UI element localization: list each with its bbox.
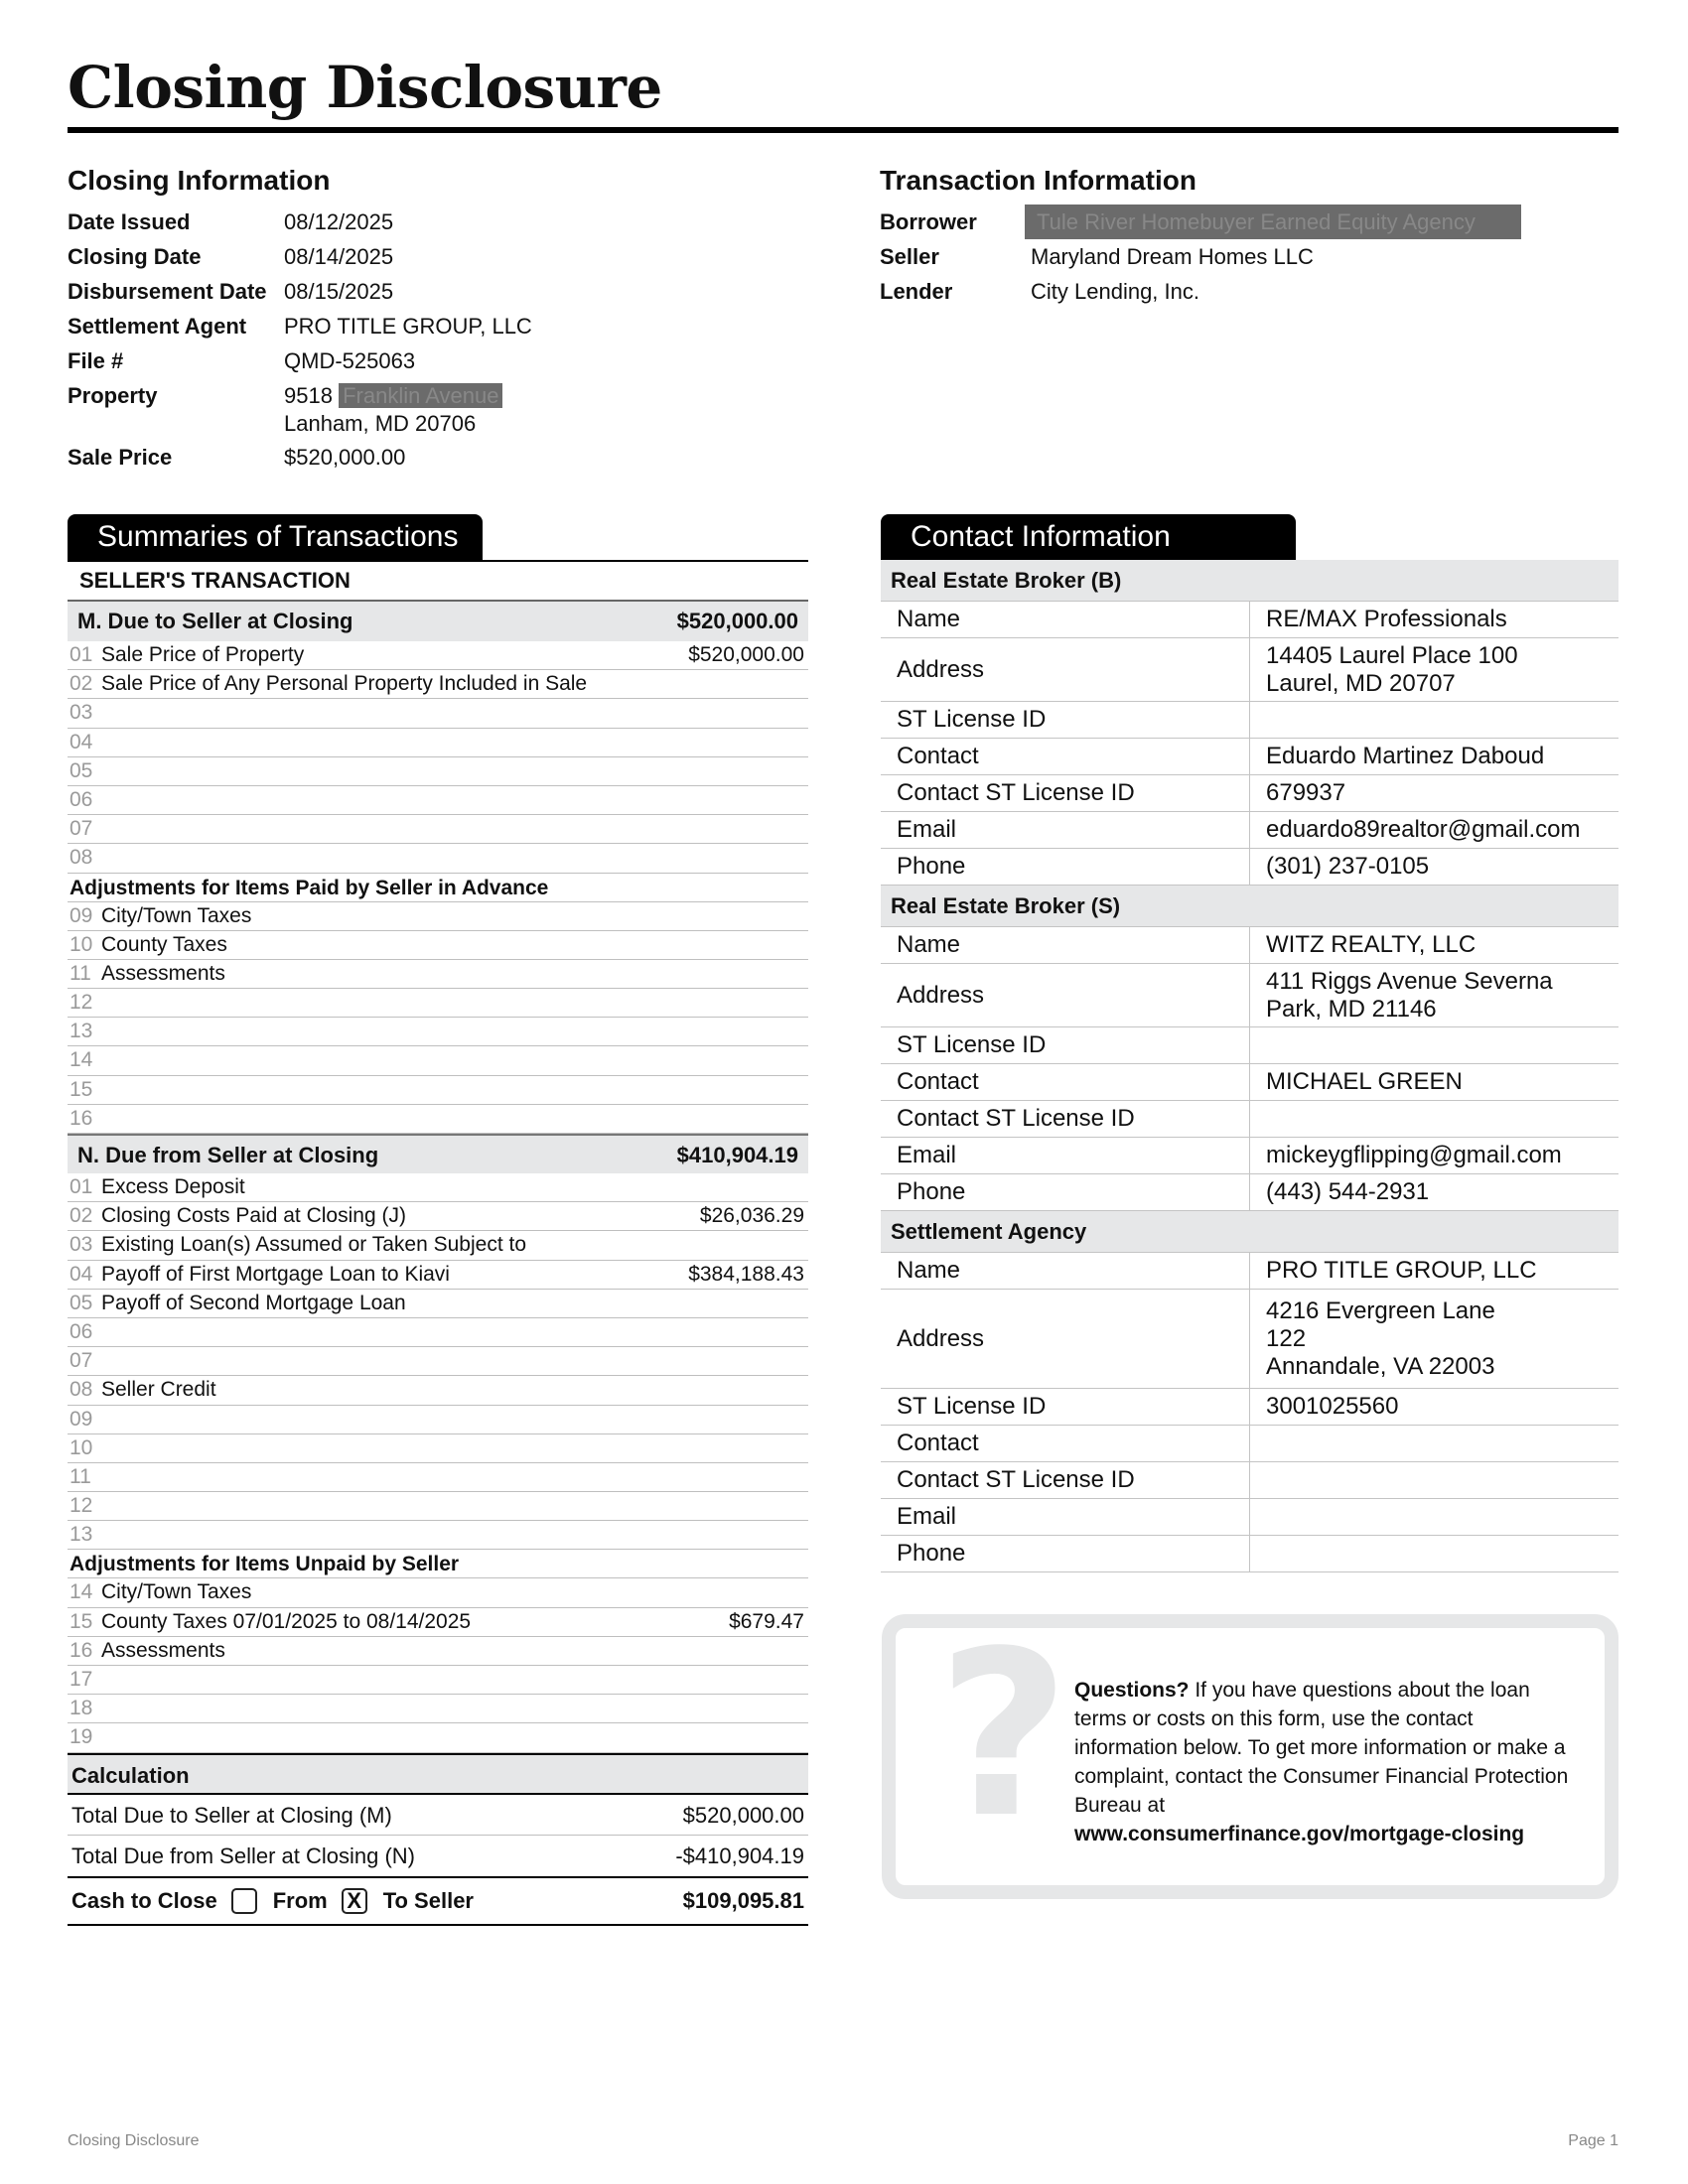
contact-row-email: [881, 812, 1618, 849]
contact-field-value: (301) 237-0105: [1266, 853, 1430, 880]
from-checkbox[interactable]: [231, 1888, 257, 1914]
line-item: [68, 1608, 808, 1637]
line-number: 16: [70, 1638, 93, 1662]
calc-total-due-row: [68, 1795, 808, 1836]
file-number-label: File #: [68, 348, 124, 373]
line-item: [68, 1723, 808, 1752]
line-item-left: [68, 815, 101, 843]
line-number: 03: [70, 701, 93, 725]
address-line: Laurel, MD 20707: [1266, 669, 1456, 697]
line-number: 14: [70, 1580, 93, 1604]
questions-lead: Questions?: [1074, 1679, 1190, 1702]
closing-date-row: [68, 239, 822, 274]
line-number: 06: [70, 1319, 93, 1343]
contact-field-value: [1250, 638, 1518, 701]
address-line: 14405 Laurel Place 100: [1266, 641, 1518, 669]
sale-price-label: Sale Price: [68, 445, 173, 470]
calc-total-from-row: [68, 1836, 808, 1876]
line-number: 17: [70, 1668, 93, 1691]
contact-field-value: eduardo89realtor@gmail.com: [1266, 816, 1581, 843]
contact-field-label: Email: [881, 812, 1250, 848]
contact-field-label: Contact ST License ID: [881, 775, 1250, 811]
line-item-left: [68, 670, 587, 698]
seller-label: Seller: [880, 244, 939, 269]
contact-field-value: 679937: [1266, 779, 1346, 806]
contact-row-license: [881, 1027, 1618, 1064]
line-item: [68, 1018, 808, 1046]
line-number: 12: [70, 1494, 93, 1518]
line-item-left: [68, 1608, 471, 1636]
line-item: [68, 786, 808, 815]
lender-label: Lender: [880, 279, 953, 304]
contact-row-address: [881, 638, 1618, 702]
summaries-of-transactions: [68, 560, 808, 1926]
line-item: [68, 1695, 808, 1723]
line-number: 04: [70, 1262, 93, 1286]
contact-row-address: [881, 1290, 1618, 1389]
contact-field-label: Phone: [881, 1536, 1250, 1571]
contact-field-label: Address: [881, 1290, 1250, 1388]
line-item: [68, 1406, 808, 1434]
line-item-left: [68, 1290, 406, 1317]
line-item-left: [68, 1637, 225, 1665]
line-item-left: [68, 989, 101, 1017]
line-number: 07: [70, 817, 93, 841]
property-city: Lanham, MD 20706: [284, 411, 477, 436]
section-m-adjustment-lines: [68, 902, 808, 1135]
line-amount: $26,036.29: [699, 1204, 804, 1228]
contact-row-name: [881, 927, 1618, 964]
contact-field-value: [1250, 1462, 1266, 1498]
line-number: 18: [70, 1697, 93, 1720]
contact-row-contact: [881, 1426, 1618, 1462]
contact-information: [881, 560, 1618, 1572]
contact-field-label: Phone: [881, 1174, 1250, 1210]
contact-row-license: [881, 1389, 1618, 1426]
contact-field-value: [1250, 1290, 1495, 1388]
line-item: [68, 1463, 808, 1492]
calc-total-due-label: Total Due to Seller at Closing (M): [71, 1802, 392, 1828]
line-item-left: [68, 786, 101, 814]
calc-total-due-value: $520,000.00: [682, 1802, 804, 1828]
cash-to-close-options: [71, 1888, 474, 1914]
transaction-information: [880, 165, 1615, 309]
line-item-left: [68, 1318, 101, 1346]
contact-field-label: Email: [881, 1499, 1250, 1535]
contact-row-phone: [881, 1536, 1618, 1572]
line-number: 08: [70, 846, 93, 870]
contact-row-phone: [881, 849, 1618, 886]
address-lines: [1266, 642, 1518, 698]
line-item: [68, 729, 808, 757]
section-n-title: N. Due from Seller at Closing: [77, 1143, 379, 1167]
contact-row-phone: [881, 1174, 1618, 1211]
line-label: Excess Deposit: [101, 1175, 245, 1198]
line-item: [68, 757, 808, 786]
cash-to-close-row: [68, 1876, 808, 1926]
contact-row-email: [881, 1138, 1618, 1174]
line-item: [68, 902, 808, 931]
closing-date-label: Closing Date: [68, 244, 202, 269]
contact-field-label: ST License ID: [881, 702, 1250, 738]
line-item-left: [68, 699, 101, 727]
to-seller-checkbox[interactable]: X: [342, 1888, 367, 1914]
line-number: 15: [70, 1077, 93, 1101]
line-number: 11: [70, 961, 91, 985]
property-label: Property: [68, 383, 158, 408]
line-item: [68, 1231, 808, 1260]
disbursement-date-row: [68, 274, 822, 309]
contact-row-contact: [881, 1064, 1618, 1101]
contact-field-label: Address: [881, 638, 1250, 701]
line-item-left: [68, 1018, 101, 1045]
line-item-left: [68, 1723, 101, 1751]
to-seller-label: To Seller: [382, 1887, 474, 1913]
contact-info-tab: Contact Information: [881, 514, 1296, 560]
line-number: 05: [70, 1291, 93, 1314]
contact-field-value: [1250, 964, 1553, 1026]
address-lines: [1266, 1297, 1495, 1381]
title-rule: [68, 127, 1618, 133]
from-label: From: [272, 1887, 328, 1913]
contact-field-value: PRO TITLE GROUP, LLC: [1266, 1257, 1537, 1284]
line-item-left: [68, 1202, 406, 1230]
line-item: [68, 989, 808, 1018]
line-number: 08: [70, 1378, 93, 1402]
line-number: 12: [70, 991, 93, 1015]
contact-field-label: Email: [881, 1138, 1250, 1173]
contact-field-value: WITZ REALTY, LLC: [1266, 931, 1477, 958]
contact-row-name: [881, 602, 1618, 638]
cash-to-close-amount: $109,095.81: [682, 1887, 804, 1913]
line-item-left: [68, 1521, 101, 1549]
line-number: 02: [70, 1204, 93, 1228]
line-item: [68, 1076, 808, 1105]
section-n-lines: [68, 1173, 808, 1550]
address-line: 122: [1266, 1324, 1307, 1352]
line-item-left: [68, 1347, 101, 1375]
line-item-left: [68, 1406, 101, 1433]
line-item-left: [68, 1578, 251, 1606]
line-item: [68, 1105, 808, 1134]
line-item-left: [68, 1076, 101, 1104]
contact-field-value: [1250, 1499, 1266, 1535]
line-item-left: [68, 1666, 101, 1694]
file-number-row: [68, 343, 822, 378]
address-line: 4216 Evergreen Lane: [1266, 1297, 1495, 1324]
line-number: 07: [70, 1349, 93, 1373]
section-n-adjustments-heading: Adjustments for Items Unpaid by Seller: [68, 1550, 808, 1578]
line-number: 09: [70, 1407, 93, 1431]
line-number: 15: [70, 1609, 93, 1633]
line-number: 14: [70, 1048, 93, 1072]
property-number: 9518: [284, 383, 333, 408]
seller-value: Maryland Dream Homes LLC: [1031, 244, 1314, 269]
contact-row-contact-license: [881, 775, 1618, 812]
calc-total-from-value: -$410,904.19: [675, 1843, 804, 1868]
closing-info-heading: Closing Information: [68, 165, 331, 196]
line-number: 01: [70, 643, 93, 666]
contact-field-label: Contact ST License ID: [881, 1101, 1250, 1137]
lender-row: [880, 274, 1615, 309]
line-item-left: [68, 844, 101, 872]
line-number: 03: [70, 1233, 93, 1257]
contact-field-label: Name: [881, 602, 1250, 637]
settlement-agent-row: [68, 309, 822, 343]
line-item-left: [68, 1261, 450, 1289]
address-line: 411 Riggs Avenue Severna: [1266, 967, 1553, 995]
contact-field-value: [1250, 1536, 1266, 1571]
contact-field-value: 3001025560: [1266, 1393, 1399, 1420]
borrower-row: [880, 205, 1615, 239]
line-label: Seller Credit: [101, 1378, 216, 1402]
line-amount: $384,188.43: [688, 1262, 804, 1286]
line-item-left: [68, 1105, 101, 1133]
contact-field-label: Address: [881, 964, 1250, 1026]
contact-field-value: RE/MAX Professionals: [1266, 606, 1507, 632]
line-item-left: [68, 1463, 101, 1491]
line-item: [68, 641, 808, 670]
date-issued-value: 08/12/2025: [284, 209, 394, 234]
sale-price-row: [68, 440, 822, 475]
property-row: [68, 378, 822, 440]
property-value: [284, 382, 502, 438]
line-amount: $679.47: [729, 1609, 804, 1633]
line-item: [68, 1173, 808, 1202]
footer-document-name: Closing Disclosure: [68, 2132, 200, 2149]
line-label: County Taxes: [101, 932, 227, 956]
line-item-left: [68, 1046, 101, 1074]
line-item-left: [68, 641, 304, 669]
contact-row-contact-license: [881, 1462, 1618, 1499]
lender-value: City Lending, Inc.: [1031, 279, 1199, 304]
line-item-left: [68, 1376, 216, 1404]
line-item: [68, 699, 808, 728]
section-n-total: $410,904.19: [676, 1143, 798, 1167]
line-number: 02: [70, 672, 93, 696]
calc-total-from-label: Total Due from Seller at Closing (N): [71, 1843, 416, 1868]
contact-field-value: [1250, 1101, 1266, 1137]
line-label: Assessments: [101, 1638, 225, 1662]
section-m-header: [68, 602, 808, 641]
contact-field-label: Contact: [881, 739, 1250, 774]
contact-field-label: Contact: [881, 1426, 1250, 1461]
line-item: [68, 1434, 808, 1463]
contact-field-value: mickeygflipping@gmail.com: [1266, 1142, 1562, 1168]
line-item-left: [68, 960, 225, 988]
closing-date-value: 08/14/2025: [284, 244, 394, 269]
cfpb-link[interactable]: www.consumerfinance.gov/mortgage-closing: [1074, 1823, 1525, 1845]
contact-field-label: ST License ID: [881, 1027, 1250, 1063]
contact-row-address: [881, 964, 1618, 1027]
date-issued-label: Date Issued: [68, 209, 191, 234]
questions-box: [882, 1603, 1618, 1899]
file-number-value: QMD-525063: [284, 348, 416, 373]
contact-section-heading: Real Estate Broker (B): [881, 560, 1618, 602]
contact-row-name: [881, 1253, 1618, 1290]
line-label: Payoff of First Mortgage Loan to Kiavi: [101, 1262, 450, 1286]
line-item-left: [68, 902, 251, 930]
line-number: 06: [70, 787, 93, 811]
line-label: County Taxes 07/01/2025 to 08/14/2025: [101, 1609, 472, 1633]
line-number: 05: [70, 758, 93, 782]
line-label: City/Town Taxes: [101, 1580, 252, 1604]
date-issued-row: [68, 205, 822, 239]
line-item: [68, 1290, 808, 1318]
sale-price-value: $520,000.00: [284, 445, 406, 470]
line-item-left: [68, 1492, 101, 1520]
address-line: Park, MD 21146: [1266, 995, 1437, 1023]
line-number: 13: [70, 1523, 93, 1547]
line-item: [68, 960, 808, 989]
line-number: 10: [70, 932, 93, 956]
question-mark-icon: ?: [937, 1603, 1070, 1868]
contact-field-label: Phone: [881, 849, 1250, 885]
contact-section-heading: Settlement Agency: [881, 1211, 1618, 1253]
line-label: City/Town Taxes: [101, 903, 252, 927]
line-item-left: [68, 757, 101, 785]
line-number: 13: [70, 1020, 93, 1043]
contact-field-value: (443) 544-2931: [1266, 1178, 1430, 1205]
contact-field-value: MICHAEL GREEN: [1266, 1068, 1463, 1095]
section-m-adjustments-heading: Adjustments for Items Paid by Seller in Advance: [68, 874, 808, 902]
line-item-left: [68, 1173, 245, 1201]
line-number: 11: [70, 1464, 91, 1488]
page-title: Closing Disclosure: [68, 54, 662, 121]
calculation-heading: Calculation: [68, 1753, 808, 1795]
questions-text: [1074, 1676, 1581, 1848]
line-item-left: [68, 729, 101, 756]
line-label: Existing Loan(s) Assumed or Taken Subject to: [101, 1233, 527, 1257]
line-label: Sale Price of Property: [101, 643, 305, 666]
line-item-left: [68, 1695, 101, 1722]
line-number: 19: [70, 1725, 93, 1749]
line-item-left: [68, 1434, 101, 1462]
transaction-info-heading: Transaction Information: [880, 165, 1196, 196]
seller-row: [880, 239, 1615, 274]
line-item: [68, 1637, 808, 1666]
contact-field-value: [1250, 1426, 1266, 1461]
line-label: Sale Price of Any Personal Property Included in Sale: [101, 672, 588, 696]
line-label: Payoff of Second Mortgage Loan: [101, 1291, 406, 1314]
address-lines: [1266, 968, 1553, 1024]
line-item: [68, 815, 808, 844]
disbursement-date-label: Disbursement Date: [68, 279, 267, 304]
line-item: [68, 1261, 808, 1290]
line-item: [68, 931, 808, 960]
settlement-agent-label: Settlement Agent: [68, 314, 247, 339]
settlement-agent-value: PRO TITLE GROUP, LLC: [284, 314, 532, 339]
line-number: 10: [70, 1435, 93, 1459]
line-item: [68, 1318, 808, 1347]
questions-body: If you have questions about the loan terms or costs on this form, use the contact information below. To get more information or make a complaint, contact the Consumer Financial Protection Bureau at: [1074, 1679, 1569, 1817]
line-item: [68, 1046, 808, 1075]
line-item: [68, 670, 808, 699]
contact-row-email: [881, 1499, 1618, 1536]
contact-field-value: [1250, 1027, 1266, 1063]
contact-field-label: Contact: [881, 1064, 1250, 1100]
line-item: [68, 1666, 808, 1695]
borrower-label: Borrower: [880, 209, 977, 234]
contact-row-contact-license: [881, 1101, 1618, 1138]
contact-field-label: ST License ID: [881, 1389, 1250, 1425]
contact-field-value: Eduardo Martinez Daboud: [1266, 743, 1545, 769]
line-amount: $520,000.00: [688, 643, 804, 666]
section-m-title: M. Due to Seller at Closing: [77, 609, 353, 633]
line-number: 01: [70, 1175, 93, 1198]
line-item: [68, 1578, 808, 1607]
cash-to-close-label: Cash to Close: [71, 1887, 217, 1913]
contact-field-label: Contact ST License ID: [881, 1462, 1250, 1498]
contact-row-license: [881, 702, 1618, 739]
contact-section-heading: Real Estate Broker (S): [881, 886, 1618, 927]
line-number: 04: [70, 730, 93, 753]
contact-field-label: Name: [881, 1253, 1250, 1289]
property-street-redacted: Franklin Avenue: [339, 383, 502, 408]
sellers-transaction-title: SELLER'S TRANSACTION: [68, 560, 808, 602]
line-item: [68, 1347, 808, 1376]
line-item: [68, 1376, 808, 1405]
footer-page-number: Page 1: [1568, 2132, 1618, 2149]
line-item: [68, 1492, 808, 1521]
contact-row-contact: [881, 739, 1618, 775]
line-label: Closing Costs Paid at Closing (J): [101, 1204, 406, 1228]
line-item: [68, 1202, 808, 1231]
line-item-left: [68, 1231, 526, 1259]
line-number: 16: [70, 1106, 93, 1130]
address-line: Annandale, VA 22003: [1266, 1352, 1495, 1380]
contact-field-label: Name: [881, 927, 1250, 963]
section-m-total: $520,000.00: [676, 609, 798, 633]
line-item: [68, 844, 808, 873]
line-number: 09: [70, 903, 93, 927]
closing-information: [68, 165, 822, 475]
line-label: Assessments: [101, 961, 225, 985]
disbursement-date-value: 08/15/2025: [284, 279, 394, 304]
line-item: [68, 1521, 808, 1550]
summaries-tab: Summaries of Transactions: [68, 514, 483, 560]
section-n-adjustment-lines: [68, 1578, 808, 1752]
borrower-value-redacted: Tule River Homebuyer Earned Equity Agency: [1025, 205, 1521, 239]
section-n-header: [68, 1134, 808, 1173]
section-m-lines: [68, 641, 808, 874]
line-item-left: [68, 931, 227, 959]
contact-field-value: [1250, 702, 1266, 738]
